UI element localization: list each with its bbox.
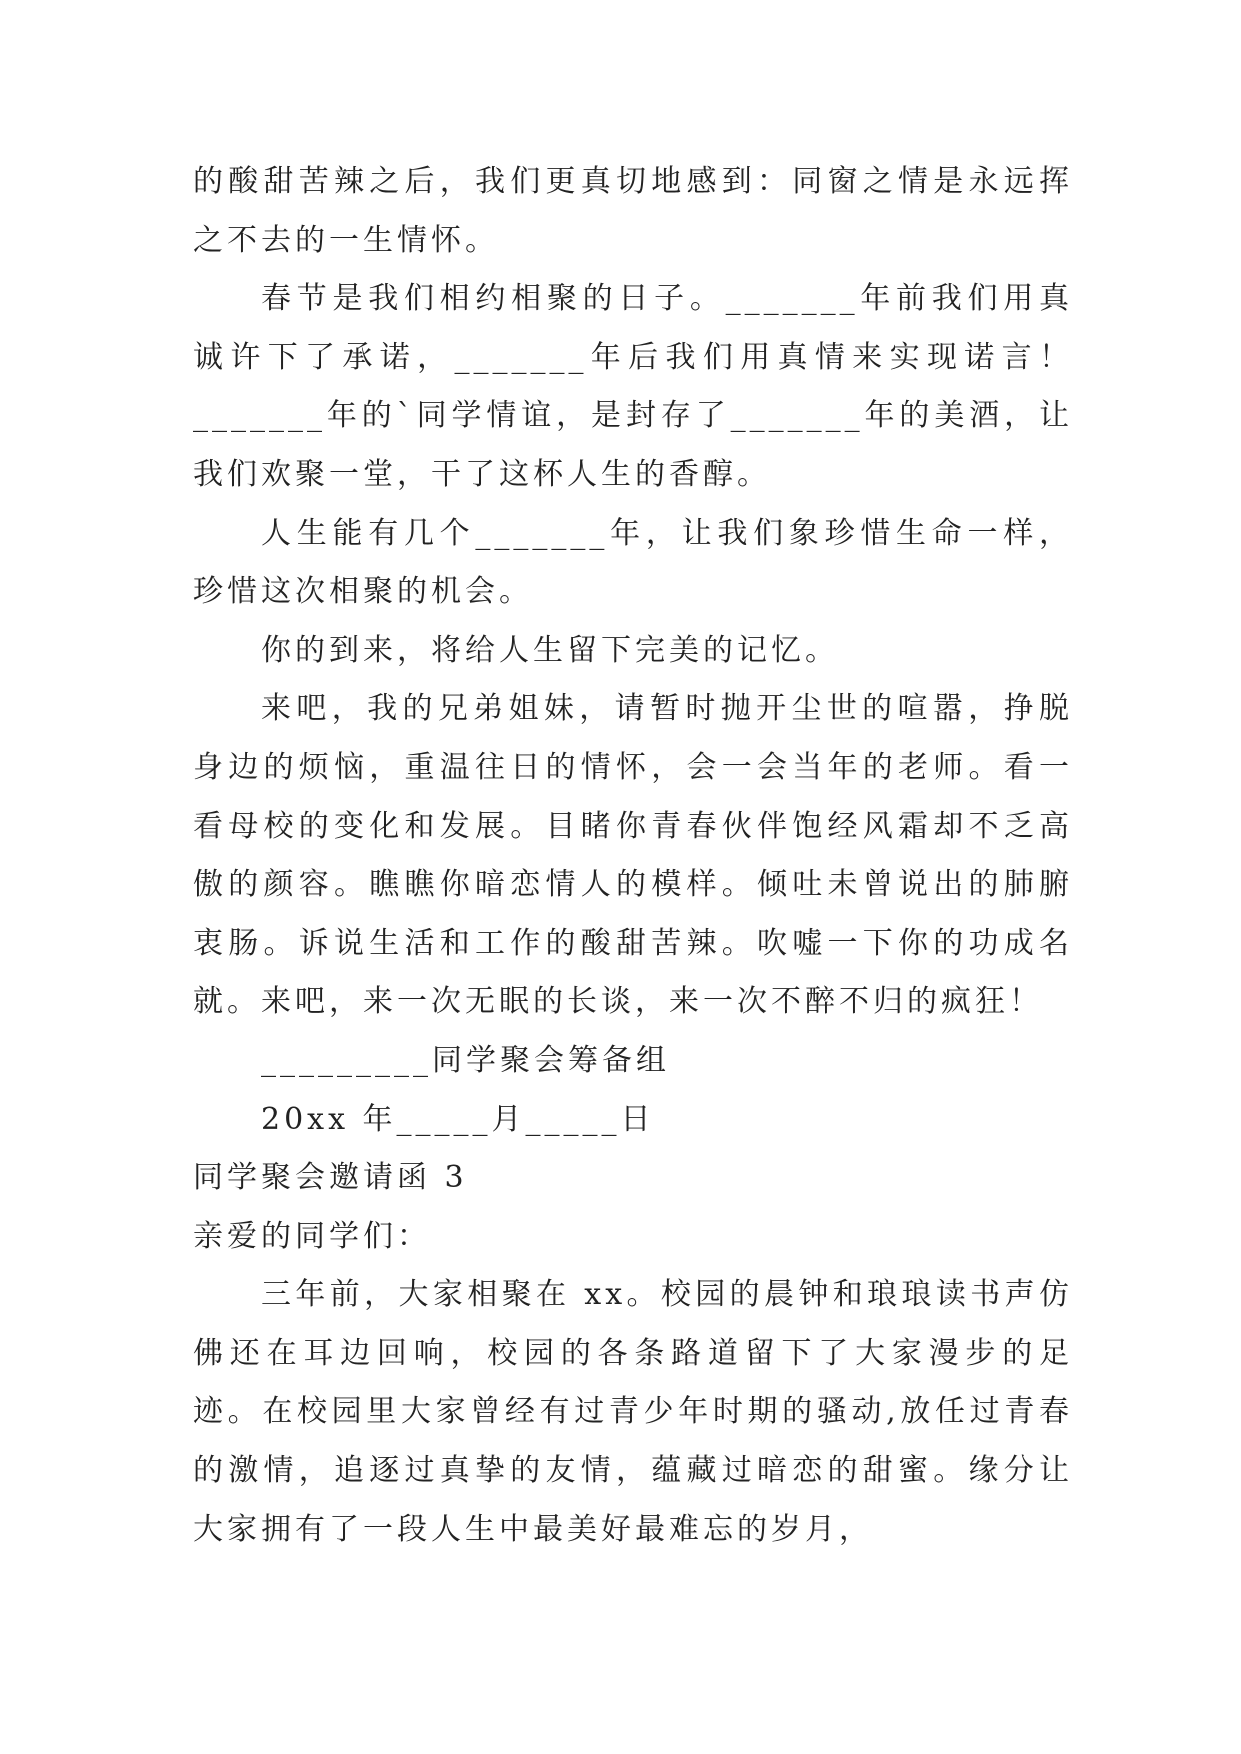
salutation: 亲爱的同学们： bbox=[193, 1218, 431, 1254]
signature-organizer: _________同学聚会筹备组 bbox=[261, 1042, 670, 1078]
document-body bbox=[193, 153, 1073, 1559]
paragraph-continuation: 的酸甜苦辣之后，我们更真切地感到：同窗之情是永远挥之不去的一生情怀。 bbox=[193, 164, 1073, 258]
paragraph-come-on: 来吧，我的兄弟姐妹，请暂时抛开尘世的喧嚣，挣脱身边的烦恼，重温往日的情怀，会一会当年的老师。看一看母校的变化和发展。目睹你青春伙伴饱经风霜却不乏高傲的颜容。瞧瞧你暗恋情人的模样。倾吐未曾说出的肺腑衷肠。诉说生活和工作的酸甜苦辣。吹嘘一下你的功成名就。来吧，来一次无眠的长谈，来一次不醉不归的疯狂！ bbox=[193, 691, 1073, 1020]
section-heading: 同学聚会邀请函 3 bbox=[193, 1160, 468, 1196]
paragraph-spring-festival: 春节是我们相约相聚的日子。_______年前我们用真诚许下了承诺，_______年后我们用真情来实现诺言！_______年的`同学情谊，是封存了_______年的美酒，让我们欢聚一堂，干了这杯人生的香醇。 bbox=[193, 281, 1073, 492]
paragraph-arrival: 你的到来，将给人生留下完美的记忆。 bbox=[261, 632, 839, 668]
signature-date: 20xx 年_____月_____日 bbox=[261, 1101, 655, 1137]
paragraph-three-years-ago: 三年前，大家相聚在 xx。校园的晨钟和琅琅读书声仿佛还在耳边回响，校园的各条路道留下了大家漫步的足迹。在校园里大家曾经有过青少年时期的骚动,放任过青春的激情，追逐过真挚的友情，蕴藏过暗恋的甜蜜。缘分让大家拥有了一段人生中最美好最难忘的岁月， bbox=[193, 1277, 1073, 1547]
paragraph-cherish: 人生能有几个_______年，让我们象珍惜生命一样，珍惜这次相聚的机会。 bbox=[193, 515, 1073, 610]
